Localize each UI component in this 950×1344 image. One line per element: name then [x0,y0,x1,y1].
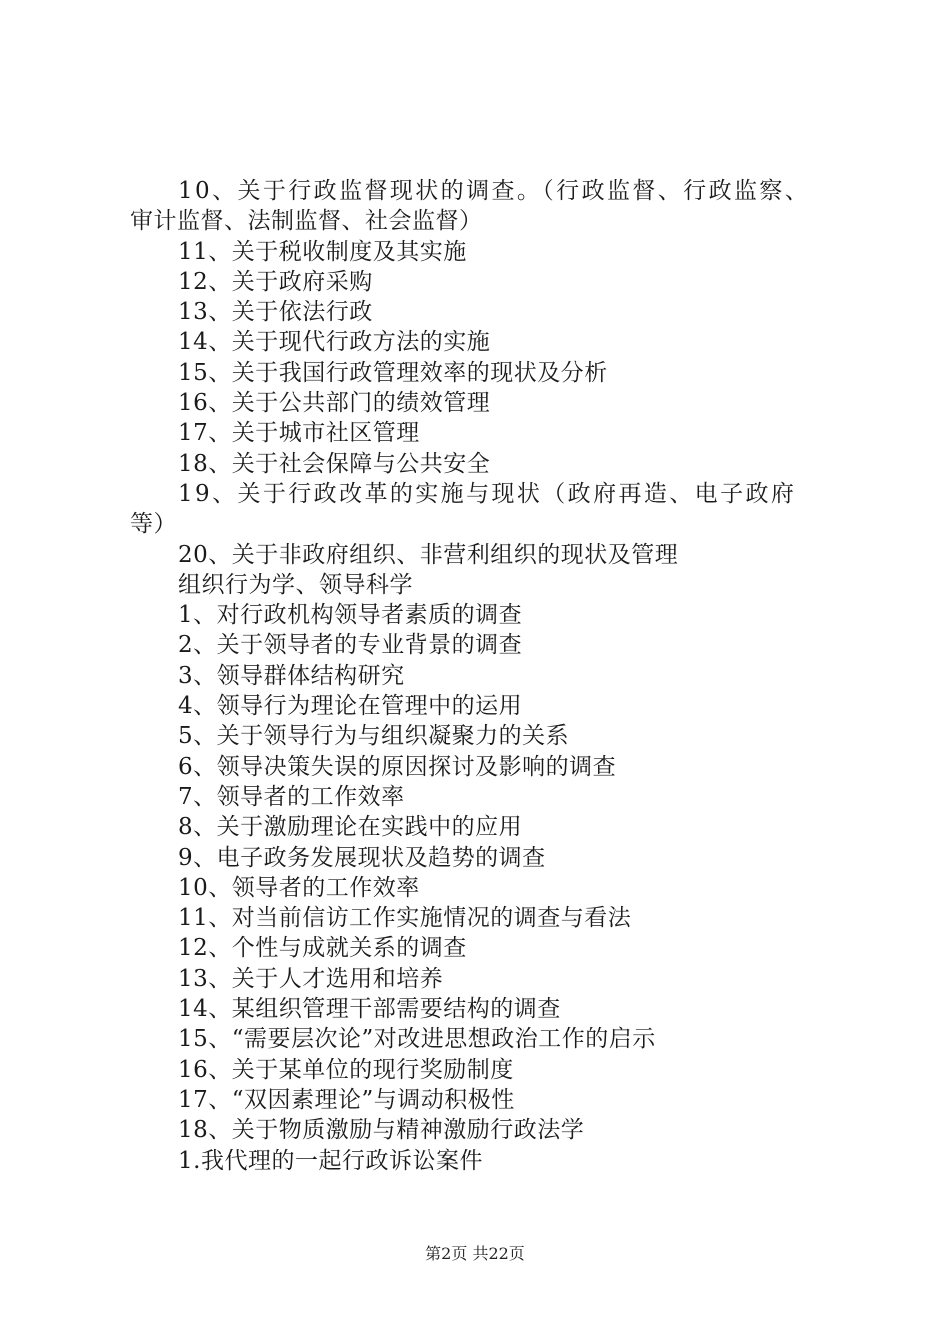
text-line: 19、关于行政改革的实施与现状（政府再造、电子政府 [178,480,797,507]
text-line: 2、关于领导者的专业背景的调查 [178,632,523,659]
text-line: 10、关于行政监督现状的调查。（行政监督、行政监察、 [178,178,811,204]
text-line: 7、领导者的工作效率 [178,783,405,810]
text-line: 4、领导行为理论在管理中的运用 [178,693,523,720]
text-line: 18、关于物质激励与精神激励行政法学 [178,1117,585,1144]
text-line: 13、关于人才选用和培养 [178,965,444,992]
text-line: 17、关于城市社区管理 [178,420,420,447]
text-line: 11、关于税收制度及其实施 [178,238,467,265]
text-line: 14、某组织管理干部需要结构的调查 [178,996,561,1023]
text-line: 10、领导者的工作效率 [178,874,420,901]
text-line: 5、关于领导行为与组织凝聚力的关系 [178,723,570,750]
text-line: 20、关于非政府组织、非营利组织的现状及管理 [178,541,679,568]
text-line: 15、“需要层次论”对改进思想政治工作的启示 [178,1026,656,1053]
text-line: 等） [130,511,177,538]
text-line: 12、个性与成就关系的调查 [178,935,467,962]
text-line: 14、关于现代行政方法的实施 [178,329,491,356]
text-line: 8、关于激励理论在实践中的应用 [178,814,523,841]
section-heading: 组织行为学、领导科学 [178,571,413,598]
text-line: 审计监督、法制监督、社会监督） [130,208,483,235]
text-line: 6、领导决策失误的原因探讨及影响的调查 [178,753,617,780]
text-line: 1、对行政机构领导者素质的调查 [178,602,523,629]
text-line: 11、对当前信访工作实施情况的调查与看法 [178,905,632,932]
text-line: 15、关于我国行政管理效率的现状及分析 [178,359,608,386]
text-line: 13、关于依法行政 [178,299,373,326]
text-line: 3、领导群体结构研究 [178,662,405,689]
text-line: 12、关于政府采购 [178,268,373,295]
page-footer: 第2页 共22页 [425,1244,525,1263]
text-line: 16、关于某单位的现行奖励制度 [178,1056,514,1083]
text-line: 9、电子政务发展现状及趋势的调查 [178,844,546,871]
text-line: 18、关于社会保障与公共安全 [178,450,491,477]
document-body [130,176,830,1176]
text-line: 17、“双因素理论”与调动积极性 [178,1086,515,1113]
text-line: 1.我代理的一起行政诉讼案件 [178,1147,483,1174]
text-line: 16、关于公共部门的绩效管理 [178,390,491,417]
